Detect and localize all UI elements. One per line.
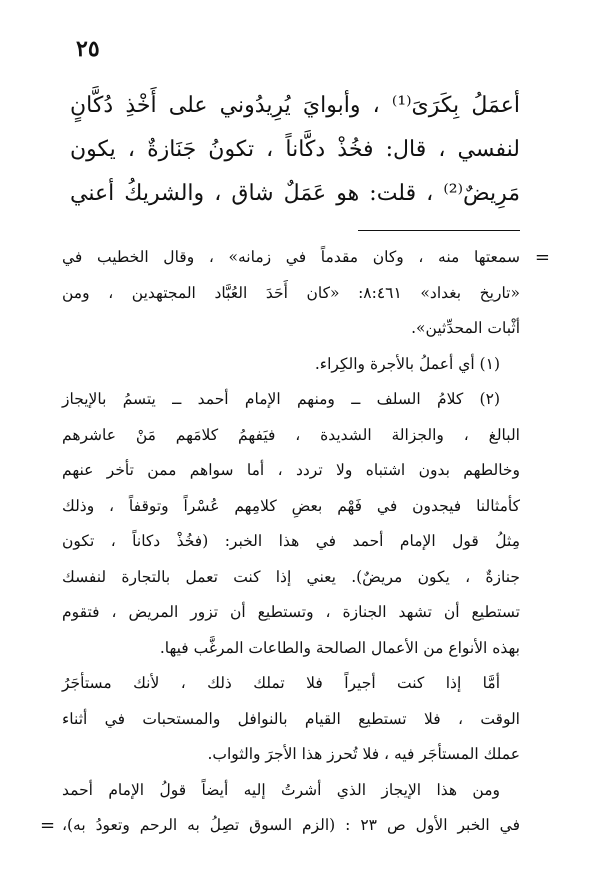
footnote-line: (٢) كلامُ السلف ــ ومنهم الإمام أحمد ــ يتسمُ بالإيجاز (62, 390, 500, 408)
page-number: ٢٥ (76, 36, 100, 62)
main-text-line: مَرِيضٌ⁽²⁾ ، قلت: هو عَمَلٌ شاق ، والشريكُ أعني (70, 181, 520, 206)
footnote-line: جنازةٌ ، يكون مريضٌ). يعني إذا كنت تعمل بالتجارة لنفسك (62, 567, 520, 586)
footnote-line: عملك المستأجَر فيه ، فلا تُحرز هذا الأجرَ والثواب. (207, 745, 520, 763)
footnote-line: أثْبات المحدِّثين». (411, 319, 520, 337)
footnote-line: سمعتها منه ، وكان مقدماً في زمانه» ، وقال الخطيب في (62, 248, 520, 266)
footnote-line: (١) أي أعملُ بالأجرة والكِراء. (314, 354, 500, 373)
main-text (70, 84, 520, 216)
footnotes (38, 240, 552, 844)
footnote-continuation-mark: = (534, 247, 550, 268)
main-text-line: لنفسي ، قال: فخُذْ دكَّاناً ، تكونُ جَنَازةٌ ، يكون (70, 137, 520, 162)
footnote-line: الوقت ، فلا تستطيع القيام بالنوافل والمستحبات في أثناء (62, 709, 520, 728)
footnote-divider (358, 230, 520, 231)
footnote-line: أمَّا إذا كنت أجيراً فلا تملك ذلك ، لأنك مستأجَرُ (62, 674, 500, 692)
footnote-line: وخالطهم بدون اشتباه ولا تردد ، أما سواهم ممن تأخر عنهم (62, 461, 520, 479)
footnote-line: تستطيع أن تشهد الجنازة ، وتستطيع أن تزور المريض ، فتقوم (62, 603, 520, 621)
footnote-line: في الخبر الأول ص ٢٣ : (الزم السوق تصِلُ به الرحم وتعودُ به)، (62, 816, 520, 834)
footnote-line: بهذه الأنواع من الأعمال الصالحة والطاعات المرغَّب فيها. (159, 638, 520, 657)
footnote-line: ومن هذا الإيجاز الذي أشرتُ إليه أيضاً قولُ الإمام أحمد (62, 780, 500, 799)
footnote-line: كأمثالنا فيجدون في فَهْم بعضِ كلامِهم عُسْراً وتوقفاً ، وذلك (62, 496, 520, 515)
main-text-line: أعمَلُ بِكَرَىَ⁽¹⁾ ، وأبوايَ يُرِيدُوني على أَخْذِ دُكَّانٍ (70, 93, 520, 118)
continuation-mark: = (40, 815, 56, 836)
footnote-line: «تاريخ بغداد» ٨:٤٦١: «كان أَحَدَ العُبَّاد المجتهدين ، ومن (62, 283, 520, 302)
footnote-line: البالغ ، والجزالة الشديدة ، فيَفهمُ كلامَهم مَنْ عاشرهم (62, 425, 520, 444)
footnote-line: مِثلُ قول الإمام أحمد في هذا الخبر: (فخُذْ دكاناً ، تكون (62, 532, 520, 550)
